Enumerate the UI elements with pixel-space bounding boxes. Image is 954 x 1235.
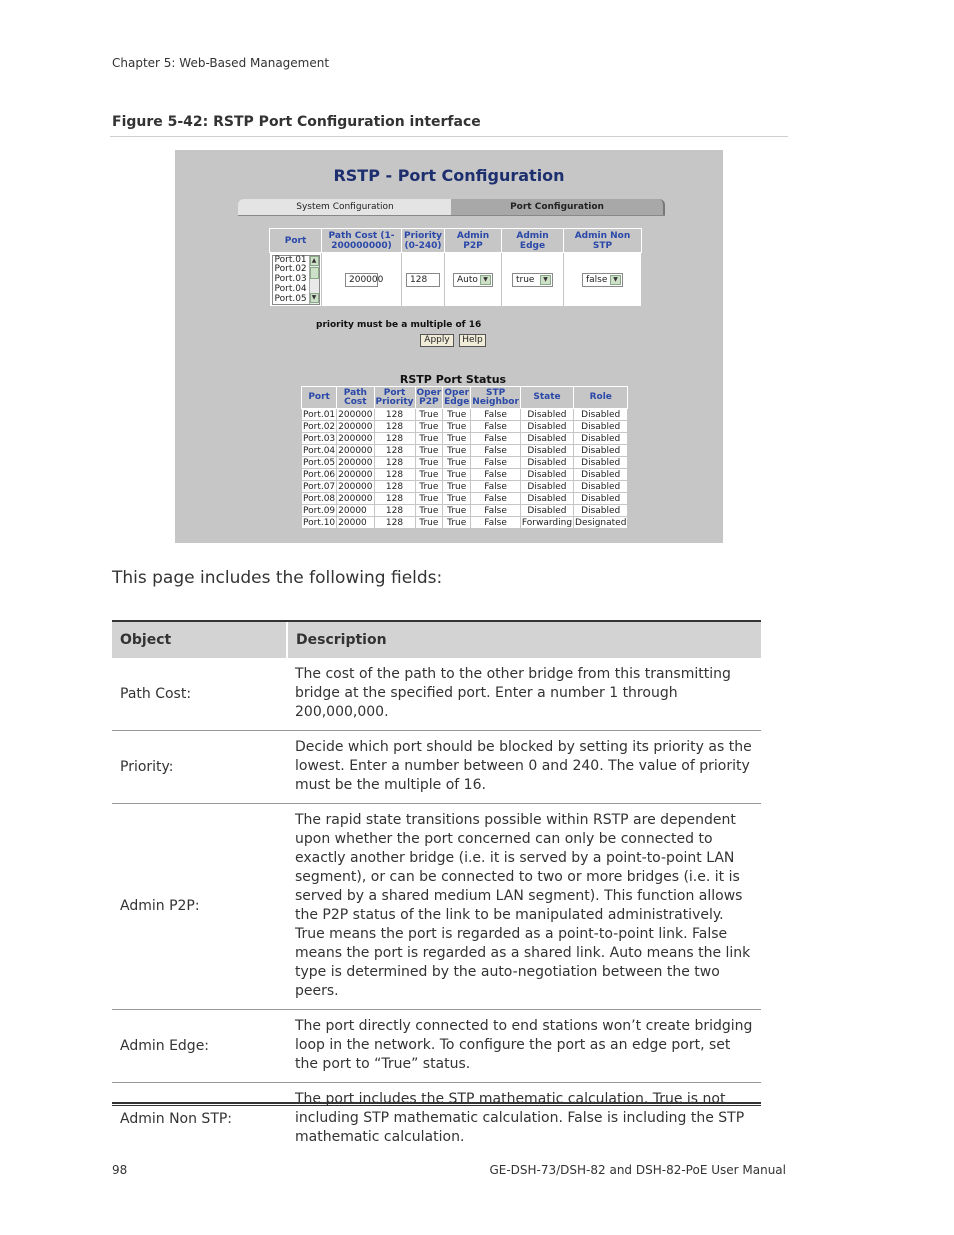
chevron-down-icon[interactable]: ▼ [540,275,551,285]
status-row [302,517,628,529]
status-cell: Port.05 [303,457,336,468]
status-cell: True [415,457,443,469]
table-row [112,1083,761,1156]
status-cell: True [443,517,471,529]
status-cell: True [443,445,471,457]
port-list-cell [270,253,322,307]
status-header: STP Neighbor [472,387,519,407]
status-cell: True [415,493,443,505]
status-cell: Port.08 [303,493,336,504]
status-cell: Disabled [574,433,628,445]
field-name: Admin P2P: [112,804,287,1010]
status-row [302,505,628,517]
status-cell: True [415,505,443,517]
status-cell: 128 [374,457,415,469]
status-cell: 128 [374,493,415,505]
tab-port-configuration[interactable]: Port Configuration [451,199,665,215]
status-row [302,481,628,493]
status-cell: 200000 [338,409,373,420]
admin-non-stp-value: false [586,274,608,285]
admin-edge-value: true [516,274,535,285]
help-button[interactable]: Help [459,334,486,347]
port-list-item[interactable]: Port.03 [274,274,307,285]
chevron-down-icon[interactable]: ▼ [610,275,621,285]
status-cell: Port.04 [303,445,336,456]
status-cell: Disabled [520,493,573,505]
apply-button[interactable]: Apply [420,334,454,347]
port-list-item[interactable]: Port.02 [274,264,307,275]
field-description: The cost of the path to the other bridge from this transmitting bridge at the specified port. Enter a number 1 through 200,000,000. [287,658,761,731]
path-cost-input[interactable]: 200000 [345,273,378,287]
chevron-down-icon[interactable]: ▼ [480,275,491,285]
port-config-table [269,228,642,307]
status-cell: 200000 [338,433,373,444]
field-description: Decide which port should be blocked by setting its priority as the lowest. Enter a number between 0 and 240. The value of priority must be the multiple of 16. [287,731,761,804]
status-cell: Disabled [574,421,628,433]
status-cell: Disabled [574,445,628,457]
status-cell: Disabled [574,457,628,469]
field-name: Path Cost: [112,658,287,731]
status-header: Port [302,387,337,409]
config-header-priority: Priority (0-240) [402,229,445,253]
priority-note: priority must be a multiple of 16 [316,320,482,330]
status-cell: False [471,457,521,469]
table-row [112,658,761,731]
status-cell: Disabled [520,421,573,433]
table-row [112,804,761,1010]
status-cell: 128 [374,445,415,457]
status-cell: False [471,517,521,529]
config-header-admin-edge: Admin Edge [502,229,564,253]
config-header-admin-p2p: Admin P2P [445,229,502,253]
table-row [112,1010,761,1083]
status-cell: Forwarding [521,517,573,528]
admin-p2p-select[interactable] [453,273,493,287]
status-cell: True [443,505,471,517]
status-cell: 128 [374,469,415,481]
status-cell: False [471,445,521,457]
status-cell: 128 [374,409,415,421]
status-row [302,493,628,505]
status-header: Path Cost [337,387,374,409]
rstp-page-title: RSTP - Port Configuration [333,166,565,185]
admin-edge-select[interactable] [512,273,553,287]
status-cell: 128 [374,481,415,493]
header-object: Object [112,622,287,658]
status-cell: False [471,469,521,481]
status-cell: True [415,433,443,445]
status-cell: Port.07 [303,481,336,492]
status-cell: False [471,493,521,505]
priority-input[interactable]: 128 [406,273,440,287]
status-cell: Disabled [520,481,573,493]
scroll-thumb[interactable] [310,267,319,279]
caption-rule [110,136,788,137]
status-title: RSTP Port Status [399,373,507,386]
status-row [302,469,628,481]
status-row [302,433,628,445]
header-description: Description [287,622,761,658]
field-description: The port includes the STP mathematic calculation. True is not including STP mathematic calculation. False is including the STP mathematic calculation. [295,1091,745,1145]
status-cell: Designated [575,517,627,528]
status-cell: False [471,481,521,493]
status-cell: True [415,445,443,457]
status-cell: True [443,409,471,421]
status-cell: Port.10 [303,517,336,528]
status-cell: True [443,493,471,505]
status-cell: True [443,457,471,469]
tab-underline [238,215,665,216]
status-cell: Disabled [520,433,573,445]
status-cell: 200000 [338,469,373,480]
field-description: The rapid state transitions possible within RSTP are dependent upon whether the port concerned can only be connected to exactly another bridge (i.e. it is served by a point-to-point LAN segment), or can be connected to two or more bridges (i.e. it is served by a shared medium LAN segment). This function allows the P2P status of the link to be manipulated administratively. True means the port is regarded as a point-to-point link. False means the port is regarded as a shared link. Auto means the link type is determined by the auto-negotiation between the two peers. [287,804,761,1010]
chapter-header: Chapter 5: Web-Based Management [112,56,330,70]
status-cell: True [415,469,443,481]
port-listbox[interactable] [272,255,320,305]
status-header: State [520,387,573,409]
field-description: The port directly connected to end stations won’t create bridging loop in the network. To configure the port as an edge port, set the port to “True” status. [287,1010,761,1083]
status-cell: Disabled [520,469,573,481]
scroll-down-icon[interactable]: ▼ [310,293,319,303]
admin-p2p-value: Auto [457,274,478,285]
status-cell: True [443,421,471,433]
status-cell: Port.01 [303,409,336,420]
page-number: 98 [112,1163,128,1177]
status-cell: 200000 [338,445,373,456]
manual-title: GE-DSH-73/DSH-82 and DSH-82-PoE User Manual [489,1163,786,1177]
status-cell: 200000 [338,457,373,468]
status-cell: Disabled [574,409,628,421]
admin-non-stp-select[interactable] [582,273,623,287]
status-cell: Disabled [574,481,628,493]
status-row [302,409,628,421]
status-cell: True [443,433,471,445]
status-cell: 20000 [337,517,374,529]
priority-cell [402,253,445,307]
config-header-path-cost: Path Cost (1-200000000) [322,229,402,253]
status-cell: Disabled [520,457,573,469]
status-cell: True [415,481,443,493]
port-list-item[interactable]: Port.01 [274,254,307,265]
status-cell: True [443,481,471,493]
status-cell: 200000 [338,421,373,432]
config-header-port: Port [270,229,322,253]
config-header-admin-non-stp: Admin Non STP [564,229,642,253]
status-cell: 128 [374,505,415,517]
tab-system-configuration[interactable]: System Configuration [238,199,452,215]
status-cell: Disabled [574,493,628,505]
status-cell: True [443,469,471,481]
port-list-item[interactable]: Port.04 [274,283,307,294]
status-cell: 128 [374,517,415,529]
status-header: Oper Edge [444,387,470,407]
status-cell: Port.02 [303,421,336,432]
field-name: Admin Edge: [112,1010,287,1083]
admin-non-stp-cell [564,253,642,307]
status-row [302,445,628,457]
figure-caption: Figure 5-42: RSTP Port Configuration interface [112,114,481,130]
status-cell: 20000 [337,505,374,517]
admin-edge-cell [502,253,564,307]
status-cell: Disabled [520,445,573,457]
status-header: Oper P2P [416,387,442,407]
status-cell: Disabled [574,469,628,481]
status-cell: True [415,421,443,433]
path-cost-cell [322,253,402,307]
status-cell: Port.06 [303,469,336,480]
status-cell: True [415,517,443,529]
status-cell: False [471,505,521,517]
status-cell: Disabled [574,505,628,517]
status-cell: 200000 [338,481,373,492]
port-status-table [301,386,628,529]
fields-table [112,622,761,1155]
intro-text: This page includes the following fields: [112,568,443,588]
status-cell: Disabled [520,409,573,421]
status-cell: True [415,409,443,421]
admin-p2p-cell [445,253,502,307]
status-cell: False [471,409,521,421]
table-bottom-rule [112,1102,761,1106]
status-cell: Port.03 [303,433,336,444]
status-header: Port Priority [375,387,414,407]
status-cell: False [471,421,521,433]
status-header: Role [574,387,628,409]
field-name: Admin Non STP: [120,1110,233,1127]
port-list-item[interactable]: Port.05 [274,293,307,304]
status-cell: False [471,433,521,445]
status-cell: 128 [374,421,415,433]
status-cell: Port.09 [303,505,336,516]
status-cell: 128 [374,433,415,445]
status-row [302,457,628,469]
rstp-screenshot [175,150,723,543]
status-cell: Disabled [520,505,573,517]
status-cell: 200000 [338,493,373,504]
field-name: Priority: [112,731,287,804]
table-row [112,731,761,804]
port-list-scrollbar[interactable] [309,256,319,304]
scroll-up-icon[interactable]: ▲ [310,256,319,266]
status-row [302,421,628,433]
